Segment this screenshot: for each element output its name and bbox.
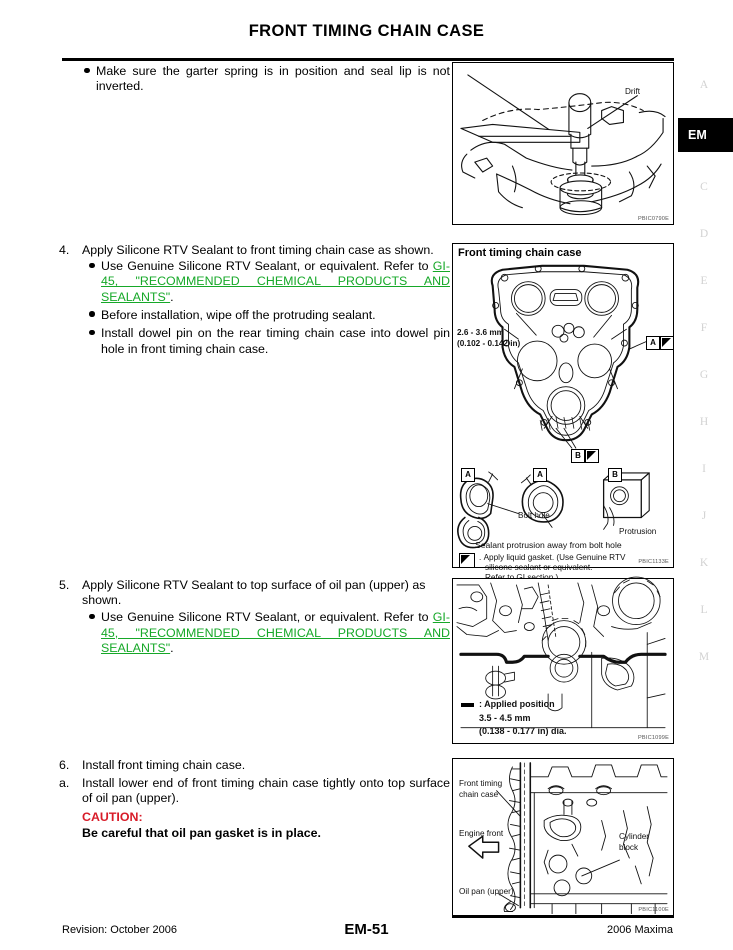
bullet-icon: [89, 259, 101, 275]
step-4-bullet-2: Before installation, wipe off the protruding sealant.: [101, 307, 376, 322]
bullet-icon: [89, 326, 101, 342]
step-4-block: [52, 243, 450, 358]
tab-l[interactable]: L: [700, 604, 708, 616]
list-item: [52, 64, 450, 94]
tab-i[interactable]: I: [702, 463, 706, 475]
tab-f[interactable]: F: [700, 322, 708, 334]
step-5-block: [52, 578, 450, 657]
page-title: FRONT TIMING CHAIN CASE: [248, 22, 485, 40]
step-4-number: 4.: [59, 243, 70, 257]
figure-2-legend-text-1: Apply liquid gasket. (Use Genuine RTV: [483, 553, 626, 562]
tab-em[interactable]: EM: [678, 118, 733, 152]
figure-1-label-drift: Drift: [625, 87, 641, 96]
list-item: [52, 326, 450, 356]
figure-3-code: PBIC1099E: [637, 735, 669, 741]
figure-2-title: Front timing chain case: [458, 247, 582, 259]
step-6-row: [52, 758, 450, 773]
figure-1-code: PBIC0790E: [637, 216, 669, 222]
intro-note-text: Make sure the garter spring is in position and seal lip is not inverted.: [96, 64, 450, 94]
step-4-bullet-3: Install dowel pin on the rear timing chain case into dowel pin hole in front timing chain case.: [101, 326, 450, 356]
tab-m[interactable]: M: [698, 651, 710, 663]
figure-2-label-bolt-hole: Bolt hole: [518, 511, 550, 520]
step-6-number: 6.: [59, 758, 70, 772]
figure-2-detail-a1: A: [461, 468, 475, 482]
figure-front-timing-chain-case: [452, 243, 674, 572]
tab-e[interactable]: E: [700, 275, 708, 287]
figure-2-legend-line-2: silicone sealant or equivalent.: [485, 563, 593, 572]
step-4-bullet-1: [101, 259, 450, 305]
tab-h[interactable]: H: [699, 416, 709, 428]
liquid-gasket-icon: [585, 449, 599, 463]
step-4-text: Apply Silicone RTV Sealant to front timing chain case as shown.: [82, 243, 434, 257]
figure-4-label-oil-pan: Oil pan (upper): [459, 887, 514, 896]
page-footer: [0, 921, 733, 944]
step-5-bullet-1-pre: Use Genuine Silicone RTV Sealant, or equivalent. Refer to: [101, 610, 433, 625]
link-gi-45-sealants[interactable]: GI-45, "RECOMMENDED CHEMICAL PRODUCTS AND SEALANTS": [101, 259, 450, 304]
step-6-block: [52, 758, 450, 842]
applied-position-marker-icon: [461, 703, 474, 707]
tab-k[interactable]: K: [699, 557, 709, 569]
figure-2-label-protrusion: Protrusion: [619, 527, 657, 536]
caution-label-row: [52, 810, 450, 825]
figure-drift-seal: [452, 62, 674, 225]
figure-2-code: PBIC1133E: [638, 559, 669, 565]
step-4-row: [52, 243, 450, 258]
figure-oil-pan-sealant: [452, 578, 674, 744]
footer-revision: Revision: October 2006: [62, 924, 177, 936]
figure-cylinder-block-assembly: [452, 758, 674, 916]
liquid-gasket-icon: [459, 553, 475, 568]
figure-2-legend-line-1: . Apply liquid gasket. (Use Genuine RTV: [479, 553, 626, 562]
figure-2-dim-mm: 2.6 - 3.6 mm: [457, 328, 504, 337]
step-5-row: [52, 578, 450, 608]
bullet-icon: [89, 308, 101, 324]
liquid-gasket-icon: [660, 336, 674, 350]
step-5-number: 5.: [59, 578, 70, 592]
step-6a-number: a.: [59, 776, 70, 791]
footer-model: 2006 Maxima: [606, 924, 673, 936]
step-4-bullet-1-pre: Use Genuine Silicone RTV Sealant, or equivalent. Refer to: [101, 259, 433, 274]
list-item: [52, 610, 450, 656]
step-6a-text: Install lower end of front timing chain case tightly onto top surface of oil pan (upper).: [82, 776, 450, 806]
tab-d[interactable]: D: [699, 228, 709, 240]
figure-4-label-case-line-2: chain case: [459, 790, 499, 799]
caution-text: Be careful that oil pan gasket is in place.: [82, 825, 321, 840]
step-5-bullet-1: [101, 610, 450, 656]
figure-2-callout-a-right: A: [646, 336, 660, 350]
figure-3-dim-mm: 3.5 - 4.5 mm: [479, 713, 531, 723]
figure-4-label-cylinder-line-2: block: [619, 843, 639, 852]
title-divider: [62, 58, 674, 61]
tab-g[interactable]: G: [699, 369, 709, 381]
tab-a[interactable]: A: [699, 79, 709, 91]
figure-2-dim-in: (0.102 - 0.142 in): [457, 339, 521, 348]
figure-2-detail-b: B: [608, 468, 622, 482]
index-tab-rail: [675, 62, 733, 702]
step-5-text: Apply Silicone RTV Sealant to top surface of oil pan (upper) as shown.: [82, 578, 426, 608]
figure-3-dim-in: (0.138 - 0.177 in) dia.: [479, 726, 567, 736]
figure-3-label-applied: : Applied position: [479, 699, 555, 709]
caution-label: CAUTION:: [82, 809, 143, 824]
footer-page-number: EM-51: [344, 921, 389, 938]
tab-j[interactable]: J: [701, 510, 707, 522]
intro-note-block: [52, 64, 450, 95]
tab-c[interactable]: C: [700, 181, 708, 193]
figure-4-code: PBIC1100E: [638, 907, 669, 913]
figure-4-label-case-line-1: Front timing: [459, 779, 503, 788]
footer-divider: [452, 916, 674, 918]
list-item: [52, 259, 450, 305]
step-4-bullet-1-post: .: [170, 289, 174, 304]
list-item: [52, 308, 450, 324]
figure-2-note: Sealant protrusion away from bolt hole: [475, 540, 622, 550]
figure-2-detail-a2: A: [533, 468, 547, 482]
figure-4-label-cylinder-line-1: Cylinder: [619, 832, 650, 841]
figure-2-callout-b-bottom: B: [571, 449, 585, 463]
figure-4-label-engine-front: Engine front: [459, 829, 504, 838]
link-gi-45-sealants[interactable]: GI-45, "RECOMMENDED CHEMICAL PRODUCTS AND SEALANTS": [101, 610, 450, 655]
bullet-icon: [89, 610, 101, 626]
step-5-bullet-1-post: .: [170, 640, 174, 655]
step-6-text: Install front timing chain case.: [82, 758, 246, 772]
caution-text-row: [52, 826, 450, 841]
figure-2-artwork: [453, 244, 673, 566]
bullet-icon: [84, 64, 96, 80]
step-6a-row: [52, 776, 450, 806]
